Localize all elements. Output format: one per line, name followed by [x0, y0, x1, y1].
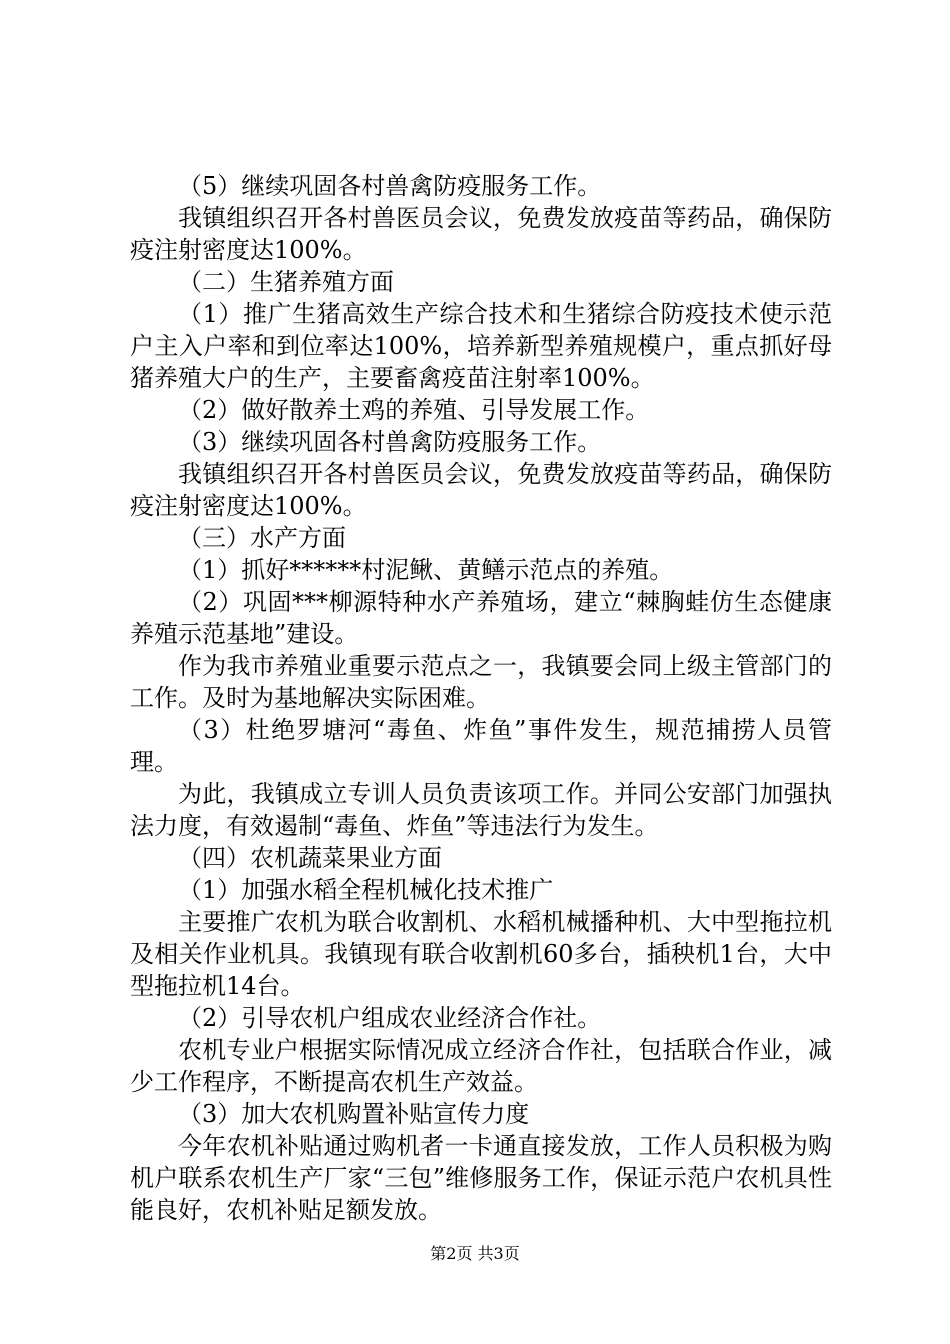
- paragraph: 农机专业户根据实际情况成立经济合作社，包括联合作业，减少工作程序，不断提高农机生产效益。: [130, 1036, 832, 1096]
- paragraph: （1）推广生猪高效生产综合技术和生猪综合防疫技术使示范户主入户率和到位率达100%，培养新型养殖规模户，重点抓好母猪养殖大户的生产，主要畜禽疫苗注射率100%。: [130, 300, 832, 392]
- document-body: [130, 170, 832, 1226]
- paragraph: 我镇组织召开各村兽医员会议，免费发放疫苗等药品，确保防疫注射密度达100%。: [130, 204, 832, 264]
- paragraph: 今年农机补贴通过购机者一卡通直接发放，工作人员积极为购机户联系农机生产厂家“三包”维修服务工作，保证示范户农机具性能良好，农机补贴足额发放。: [130, 1132, 832, 1224]
- paragraph: （5）继续巩固各村兽禽防疫服务工作。: [178, 172, 602, 200]
- paragraph: 作为我市养殖业重要示范点之一，我镇要会同上级主管部门的工作。及时为基地解决实际困难。: [130, 652, 832, 712]
- paragraph: （3）杜绝罗塘河“毒鱼、炸鱼”事件发生，规范捕捞人员管理。: [130, 716, 832, 776]
- paragraph: 我镇组织召开各村兽医员会议，免费发放疫苗等药品，确保防疫注射密度达100%。: [130, 460, 832, 520]
- paragraph: （1）抓好******村泥鳅、黄鳝示范点的养殖。: [178, 556, 674, 584]
- paragraph: （3）加大农机购置补贴宣传力度: [178, 1100, 530, 1128]
- page-number: 第2页 共3页: [430, 1244, 520, 1263]
- paragraph: （2）巩固***柳源特种水产养殖场，建立“棘胸蛙仿生态健康养殖示范基地”建设。: [130, 588, 832, 648]
- paragraph: （2）引导农机户组成农业经济合作社。: [178, 1004, 602, 1032]
- section-heading: （三）水产方面: [178, 524, 346, 552]
- paragraph: （3）继续巩固各村兽禽防疫服务工作。: [178, 428, 602, 456]
- paragraph: （1）加强水稻全程机械化技术推广: [178, 876, 554, 904]
- section-heading: （二）生猪养殖方面: [178, 268, 394, 296]
- paragraph: 主要推广农机为联合收割机、水稻机械播种机、大中型拖拉机及相关作业机具。我镇现有联合收割机60多台，插秧机1台，大中型拖拉机14台。: [130, 908, 832, 1000]
- paragraph: （2）做好散养土鸡的养殖、引导发展工作。: [178, 396, 650, 424]
- section-heading: （四）农机蔬菜果业方面: [178, 844, 442, 872]
- page-footer: [0, 1244, 950, 1264]
- paragraph: 为此，我镇成立专训人员负责该项工作。并同公安部门加强执法力度，有效遏制“毒鱼、炸鱼”等违法行为发生。: [130, 780, 832, 840]
